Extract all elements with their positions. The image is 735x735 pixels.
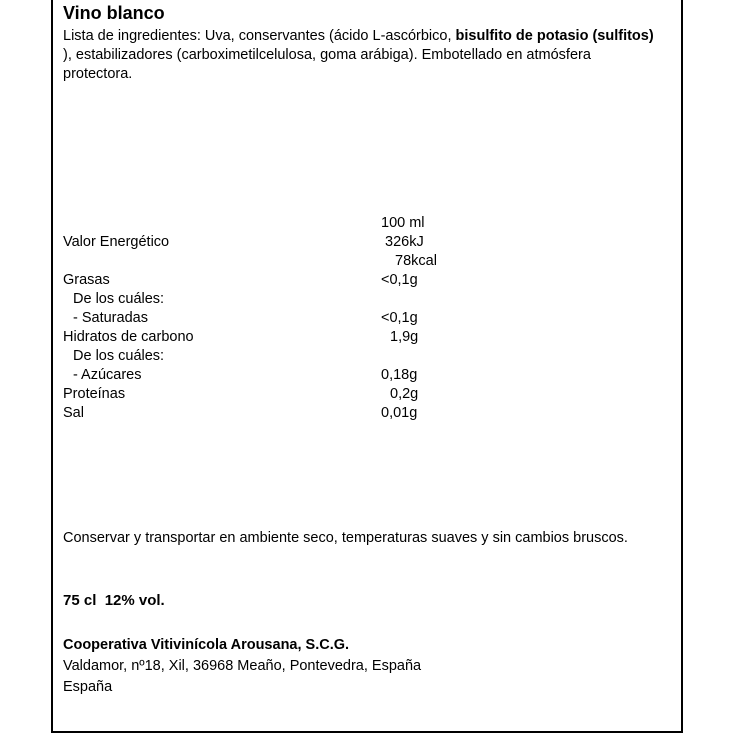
storage-instructions: Conservar y transportar en ambiente seco, temperaturas suaves y sin cambios bruscos.	[63, 530, 628, 546]
country-of-origin: España	[63, 679, 113, 695]
volume-alcohol: 75 cl 12% vol.	[63, 592, 165, 609]
nutrition-row-label: - Azúcares	[73, 367, 142, 383]
nutrition-energy-kcal: 78kcal	[395, 253, 437, 269]
nutrition-header: 100 ml	[381, 215, 425, 231]
nutrition-row-value: <0,1g	[381, 310, 418, 326]
nutrition-row-value: 0,01g	[381, 405, 418, 421]
nutrition-row-label: Sal	[63, 405, 84, 421]
ingredients-list	[63, 27, 663, 84]
nutrition-row-value: <0,1g	[381, 272, 418, 288]
nutrition-row-value: 1,9g	[390, 329, 419, 345]
company-address: Valdamor, nº18, Xil, 36968 Meaño, Pontevedra, España	[63, 658, 422, 674]
ingredients-text-1: Lista de ingredientes: Uva, conservantes (ácido L-ascórbico,	[63, 28, 456, 44]
nutrition-row-label: De los cuáles:	[73, 348, 165, 364]
nutrition-energy-label: Valor Energético	[63, 234, 170, 250]
company-name: Cooperativa Vitivinícola Arousana, S.C.G.	[63, 637, 350, 653]
product-title: Vino blanco	[63, 3, 165, 23]
nutrition-row-value: 0,2g	[390, 386, 419, 402]
nutrition-row-value: 0,18g	[381, 367, 418, 383]
nutrition-row-label: Grasas	[63, 272, 110, 288]
nutrition-row-label: Proteínas	[63, 386, 126, 402]
nutrition-row-label: Hidratos de carbono	[63, 329, 194, 345]
label-frame	[51, 0, 683, 733]
ingredients-allergen: bisulfito de potasio (sulfitos)	[455, 28, 654, 44]
nutrition-row-label: De los cuáles:	[73, 291, 165, 307]
nutrition-row-label: - Saturadas	[73, 310, 148, 326]
ingredients-text-2: ), estabilizadores (carboximetilcelulosa, goma arábiga). Embotellado en atmósfera protectora.	[63, 47, 591, 82]
nutrition-energy-kj: 326kJ	[385, 234, 424, 250]
